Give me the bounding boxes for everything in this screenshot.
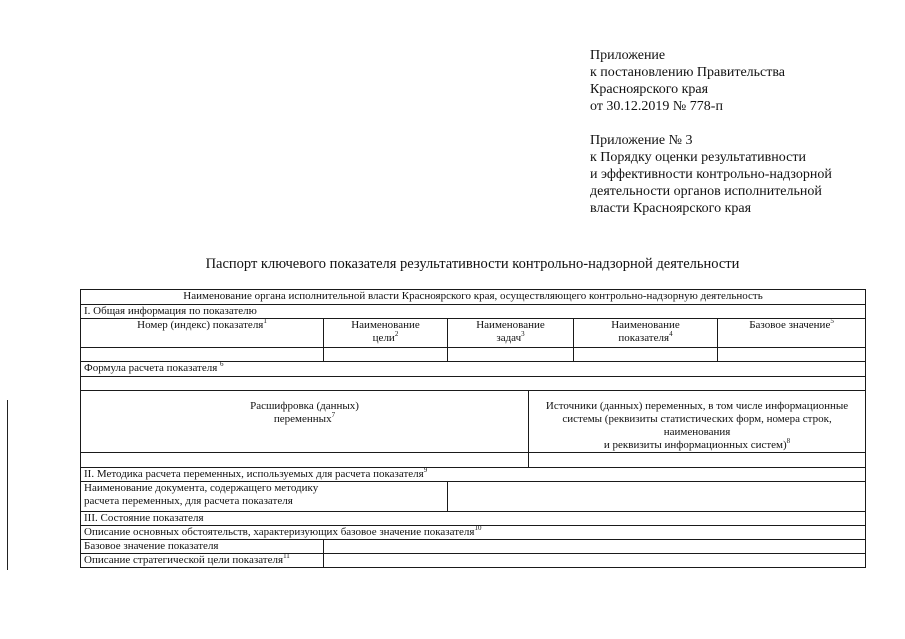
section2-title: II. Методика расчета переменных, используемых для расчета показателя$^9$ [81,468,866,482]
appendix-line: деятельности органов исполнительной [590,184,822,199]
decoding-value[interactable] [81,453,529,468]
col-goal-header: Наименование цели$^2$ [324,319,448,348]
section1-title: I. Общая информация по показателю [81,305,866,319]
col-index-header: Номер (индекс) показателя$^1$ [81,319,324,348]
strategic-goal-cell[interactable] [324,554,866,568]
decoding-header: Расшифровка (данных) переменных$^7$ [81,391,529,453]
document-title: Паспорт ключевого показателя результативности контрольно-надзорной деятельности [205,256,740,272]
base-value-label: Базовое значение показателя [81,540,324,554]
appendix-line: Приложение [590,48,666,63]
method-doc-label: Наименование документа, содержащего методику расчета переменных, для расчета показателя [81,482,448,512]
col-base-header: Базовое значение$^5$ [718,319,866,348]
passport-table [80,289,866,568]
cell-base-value[interactable] [718,348,866,362]
method-doc-value[interactable] [448,482,866,512]
formula-label: Формула расчета показателя $^6$ [81,362,866,377]
formula-value[interactable] [81,377,866,391]
appendix-line: к Порядку оценки результативности [590,150,806,165]
org-name-header: Наименование органа исполнительной власти Красноярского края, осуществляющего контрольно-надзорную деятельность [81,290,866,305]
sources-header: Источники (данных) переменных, в том числе информационные системы (реквизиты статистических форм, номера строк, наименования и реквизиты информационных систем)$^8$ [529,391,866,453]
sources-value[interactable] [529,453,866,468]
base-description-label: Описание основных обстоятельств, характеризующих базовое значение показателя$^{10}$ [81,526,866,540]
strategic-goal-label: Описание стратегической цели показателя$^{11}$ [81,554,324,568]
scan-edge-mark [7,400,8,570]
appendix-line: к постановлению Правительства [590,65,786,80]
cell-index-value[interactable] [81,348,324,362]
col-indicator-header: Наименование показателя$^4$ [574,319,718,348]
cell-indicator-value[interactable] [574,348,718,362]
col-tasks-header: Наименование задач$^3$ [448,319,574,348]
appendix-line: и эффективности контрольно-надзорной [590,167,832,182]
header-block [590,47,832,217]
cell-goal-value[interactable] [324,348,448,362]
appendix-line: от 30.12.2019 № 778-п [590,99,723,114]
base-value-cell[interactable] [324,540,866,554]
appendix-line: Приложение № 3 [590,133,693,148]
section3-title: III. Состояние показателя [81,512,866,526]
appendix-line: Красноярского края [590,82,709,97]
cell-tasks-value[interactable] [448,348,574,362]
appendix-line: власти Красноярского края [590,201,752,216]
